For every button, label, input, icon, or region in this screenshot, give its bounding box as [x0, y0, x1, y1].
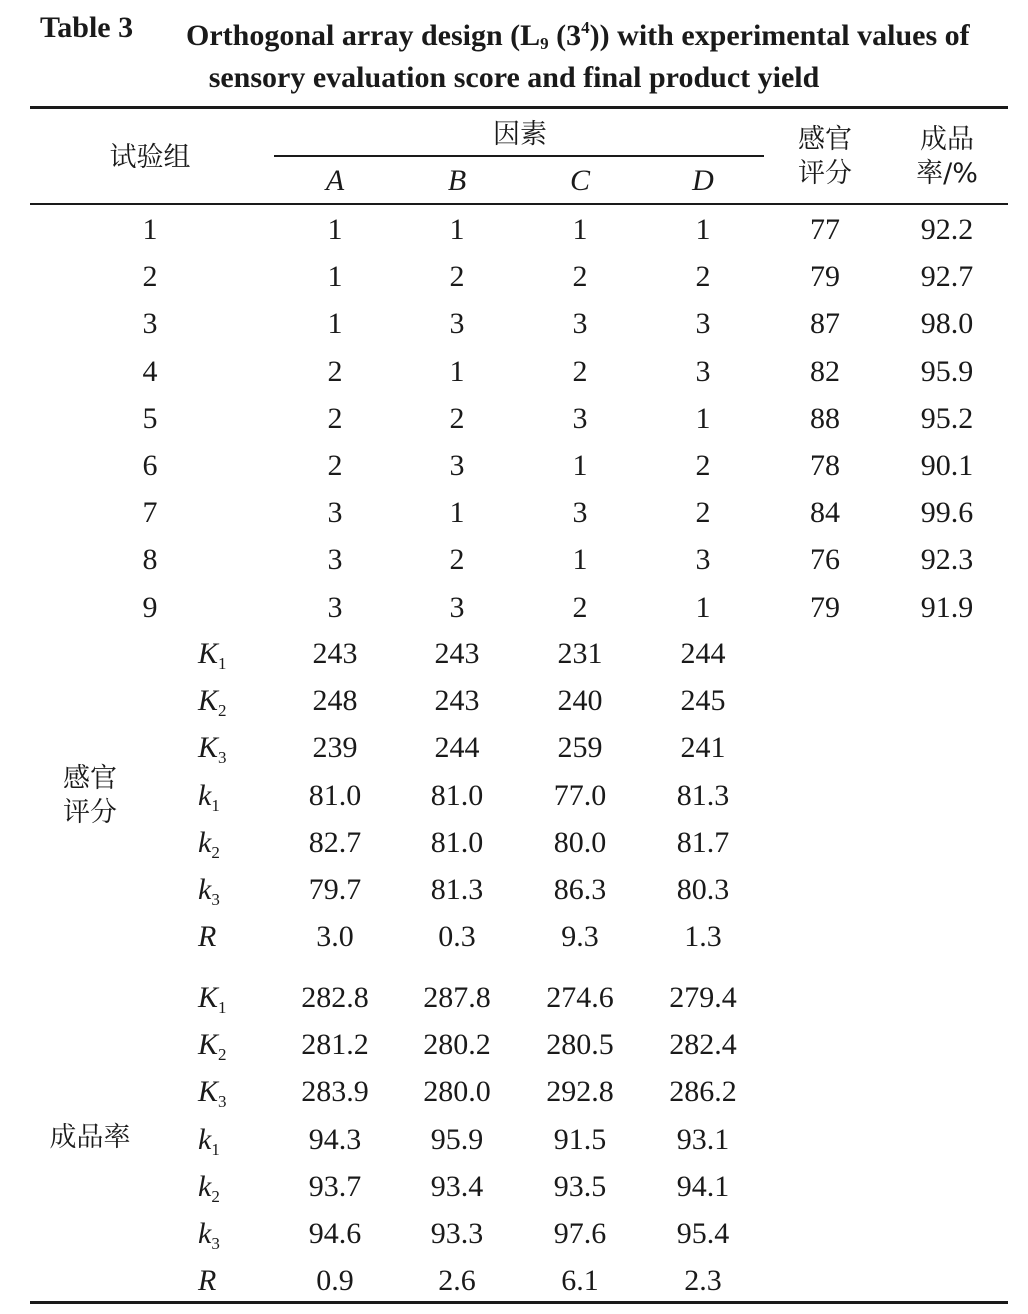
table-cell: 3	[695, 354, 711, 388]
stat-value: 80.3	[676, 873, 730, 906]
table-cell: 1	[572, 449, 588, 482]
bottom-rule	[30, 1301, 1008, 1304]
stat-value: 9.3	[561, 920, 599, 954]
stat-value: 81.3	[676, 778, 730, 812]
stat-symbol-letter: R	[198, 1264, 217, 1298]
header-group-col: 试验组	[109, 142, 191, 173]
stat-symbol	[198, 1169, 220, 1215]
stat-symbol	[198, 825, 220, 871]
stat-symbol-letter: k	[198, 1122, 212, 1156]
stat-value: 79.7	[308, 873, 362, 906]
trial-number: 6	[142, 449, 158, 482]
header-bottom-rule	[30, 203, 1008, 205]
stat-value: 0.9	[316, 1264, 354, 1298]
stat-value: 91.5	[553, 1122, 607, 1156]
stat-value: 94.6	[308, 1217, 362, 1250]
stat-symbol-letter: K	[198, 1075, 219, 1109]
stat-symbol	[198, 1074, 227, 1120]
title-part: (3	[548, 19, 582, 52]
stat-value: 243	[434, 637, 480, 670]
table-number: Table 3	[40, 11, 134, 44]
stat-symbol	[198, 1122, 220, 1168]
stat-value: 97.6	[553, 1217, 607, 1250]
stat-value: 81.3	[430, 873, 484, 906]
table-cell: 88	[810, 401, 840, 435]
stat-value: 244	[434, 731, 480, 765]
stat-value: 259	[557, 731, 603, 765]
stat-value: 280.2	[423, 1028, 491, 1062]
stat-symbol-subscript: 3	[218, 1092, 227, 1112]
stat-symbol-letter: k	[198, 778, 212, 812]
stat-value: 93.3	[430, 1217, 484, 1250]
table-cell: 3	[572, 496, 588, 530]
stat-value: 282.8	[301, 981, 369, 1014]
table-cell: 3	[327, 496, 343, 530]
stat-symbol-letter: k	[198, 1169, 212, 1203]
table-cell: 2	[572, 354, 588, 388]
trial-number: 2	[142, 260, 158, 294]
stat-value: 2.6	[438, 1264, 476, 1298]
stat-symbol-subscript: 1	[218, 654, 227, 673]
header-yield-line1: 成品	[920, 124, 974, 155]
table-cell: 1	[327, 260, 343, 294]
stat-value: 283.9	[301, 1075, 369, 1109]
stat-value: 6.1	[561, 1264, 599, 1298]
stat-value: 239	[312, 731, 358, 765]
table-cell: 79	[810, 260, 840, 294]
table-cell: 3	[449, 590, 465, 624]
trial-number: 1	[142, 213, 158, 246]
table-cell: 1	[327, 213, 343, 246]
stat-symbol-subscript: 3	[211, 890, 220, 909]
header-yield-line2: 率/%	[916, 158, 978, 189]
stat-value: 1.3	[684, 920, 722, 954]
header-factor-c: C	[569, 164, 590, 197]
table-cell: 1	[327, 307, 343, 341]
yield-group-label: 成品率	[49, 1122, 131, 1153]
stat-value: 81.0	[430, 825, 484, 859]
stat-value: 248	[312, 684, 358, 718]
table-cell: 95.2	[920, 401, 974, 435]
stat-symbol	[198, 1216, 220, 1262]
trial-number: 4	[142, 354, 158, 388]
stat-value: 287.8	[423, 981, 491, 1014]
title-part: Orthogonal array design (L	[186, 19, 541, 52]
sensory-group-label-line1: 感官	[63, 763, 117, 794]
stat-symbol	[198, 919, 216, 965]
table-cell: 92.2	[920, 213, 974, 246]
table-cell: 1	[695, 401, 711, 435]
trial-number: 3	[142, 307, 158, 341]
stat-value: 2.3	[684, 1264, 722, 1298]
stat-value: 280.0	[423, 1075, 491, 1109]
top-rule	[30, 106, 1008, 109]
stat-value: 82.7	[308, 825, 362, 859]
sensory-group-label-line2: 评分	[63, 797, 117, 828]
stat-value: 93.1	[676, 1122, 730, 1156]
table-cell: 1	[449, 496, 465, 530]
stat-symbol-subscript: 2	[211, 1186, 220, 1206]
stat-value: 94.3	[308, 1122, 362, 1156]
stat-symbol-letter: K	[198, 1028, 219, 1062]
stat-value: 245	[680, 684, 726, 718]
stat-value: 81.7	[676, 825, 730, 859]
table-cell: 2	[695, 260, 711, 294]
stat-value: 280.5	[546, 1028, 614, 1062]
stat-value: 93.7	[308, 1169, 362, 1203]
table-cell: 92.3	[920, 543, 974, 577]
stat-symbol	[198, 636, 227, 682]
stat-value: 243	[434, 684, 480, 718]
table-cell: 2	[327, 449, 343, 482]
stat-value: 93.5	[553, 1169, 607, 1203]
table-cell: 2	[572, 590, 588, 624]
stat-symbol	[198, 778, 220, 824]
stat-symbol-letter: R	[198, 920, 217, 954]
stat-value: 243	[312, 637, 358, 670]
header-sensory-line2: 评分	[798, 158, 852, 189]
stat-symbol-letter: K	[198, 684, 219, 718]
stat-symbol-letter: k	[198, 825, 212, 859]
stat-value: 231	[557, 637, 603, 670]
table-cell: 2	[327, 354, 343, 388]
stat-symbol	[198, 872, 220, 918]
stat-symbol-subscript: 2	[218, 701, 227, 721]
trial-number: 7	[142, 496, 158, 530]
trial-number: 8	[142, 543, 158, 577]
stat-value: 279.4	[669, 981, 737, 1014]
factor-span-rule	[274, 155, 764, 157]
table-cell: 3	[695, 307, 711, 341]
stat-value: 292.8	[546, 1075, 614, 1109]
header-sensory-line1: 感官	[798, 124, 852, 155]
stat-value: 95.9	[430, 1122, 484, 1156]
stat-symbol-subscript: 1	[218, 998, 227, 1017]
stat-symbol	[198, 1263, 216, 1309]
table-cell: 1	[572, 213, 588, 246]
stat-symbol	[198, 980, 227, 1026]
stat-value: 80.0	[553, 825, 607, 859]
stat-value: 77.0	[553, 778, 607, 812]
stat-symbol	[198, 1027, 227, 1073]
stat-value: 86.3	[553, 873, 607, 906]
table-cell: 98.0	[920, 307, 974, 341]
table-cell: 2	[449, 543, 465, 577]
table-cell: 2	[695, 496, 711, 530]
title-superscript: 4	[581, 18, 590, 37]
stat-value: 281.2	[301, 1028, 369, 1062]
header-factor-d: D	[692, 164, 714, 197]
stat-value: 81.0	[308, 778, 362, 812]
table-cell: 92.7	[920, 260, 974, 294]
table-cell: 3	[327, 590, 343, 624]
table-cell: 77	[810, 213, 840, 246]
table-cell: 3	[695, 543, 711, 577]
stat-symbol-letter: K	[198, 981, 219, 1014]
stat-value: 3.0	[316, 920, 354, 954]
title-part: )) with experimental values of	[589, 19, 970, 52]
header-factor-b: B	[447, 164, 467, 197]
table-cell: 1	[449, 213, 465, 246]
table-cell: 2	[449, 260, 465, 294]
table-cell: 91.9	[920, 590, 974, 624]
header-factor-a: A	[325, 164, 345, 197]
stat-symbol-subscript: 3	[211, 1234, 220, 1253]
table-cell: 90.1	[920, 449, 974, 482]
title-subscript: 9	[540, 34, 549, 53]
stat-value: 81.0	[430, 778, 484, 812]
header-factors: 因素	[493, 119, 547, 150]
table-cell: 1	[695, 213, 711, 246]
stat-symbol-subscript: 2	[218, 1045, 227, 1065]
table-cell: 1	[695, 590, 711, 624]
table-caption	[0, 6, 1028, 53]
stat-value: 240	[557, 684, 603, 718]
table-cell: 79	[810, 590, 840, 624]
table-cell: 82	[810, 354, 840, 388]
stat-symbol-letter: k	[198, 1217, 212, 1250]
stat-symbol-letter: K	[198, 731, 219, 765]
stat-value: 0.3	[438, 920, 476, 954]
table-cell: 84	[810, 496, 840, 530]
stat-symbol-subscript: 1	[211, 795, 220, 815]
stat-symbol-letter: K	[198, 637, 219, 670]
stat-value: 93.4	[430, 1169, 484, 1203]
table-cell: 99.6	[920, 496, 974, 530]
trial-number: 5	[142, 401, 158, 435]
table-cell: 78	[810, 449, 840, 482]
stat-symbol-subscript: 1	[211, 1139, 220, 1159]
stat-symbol-subscript: 3	[218, 748, 227, 768]
stat-symbol-subscript: 2	[211, 842, 220, 862]
table-cell: 3	[449, 307, 465, 341]
stat-value: 282.4	[669, 1028, 737, 1062]
table-cell: 1	[449, 354, 465, 388]
table-cell: 95.9	[920, 354, 974, 388]
table-cell: 2	[572, 260, 588, 294]
stat-symbol-letter: k	[198, 873, 212, 906]
stat-symbol	[198, 730, 227, 776]
table-cell: 76	[810, 543, 840, 577]
table-cell: 3	[572, 401, 588, 435]
table-cell: 87	[810, 307, 840, 341]
table-cell: 3	[572, 307, 588, 341]
stat-symbol	[198, 683, 227, 729]
table-cell: 3	[449, 449, 465, 482]
stat-value: 94.1	[676, 1169, 730, 1203]
trial-number: 9	[142, 590, 158, 624]
stat-value: 286.2	[669, 1075, 737, 1109]
stat-value: 244	[680, 637, 726, 670]
table-cell: 2	[695, 449, 711, 482]
table-cell: 3	[327, 543, 343, 577]
stat-value: 274.6	[546, 981, 614, 1014]
stat-value: 241	[680, 731, 726, 765]
table-title-line2: sensory evaluation score and final product yield	[208, 61, 820, 94]
table-cell: 1	[572, 543, 588, 577]
stat-value: 95.4	[676, 1217, 730, 1250]
table-cell: 2	[327, 401, 343, 435]
table-cell: 2	[449, 401, 465, 435]
